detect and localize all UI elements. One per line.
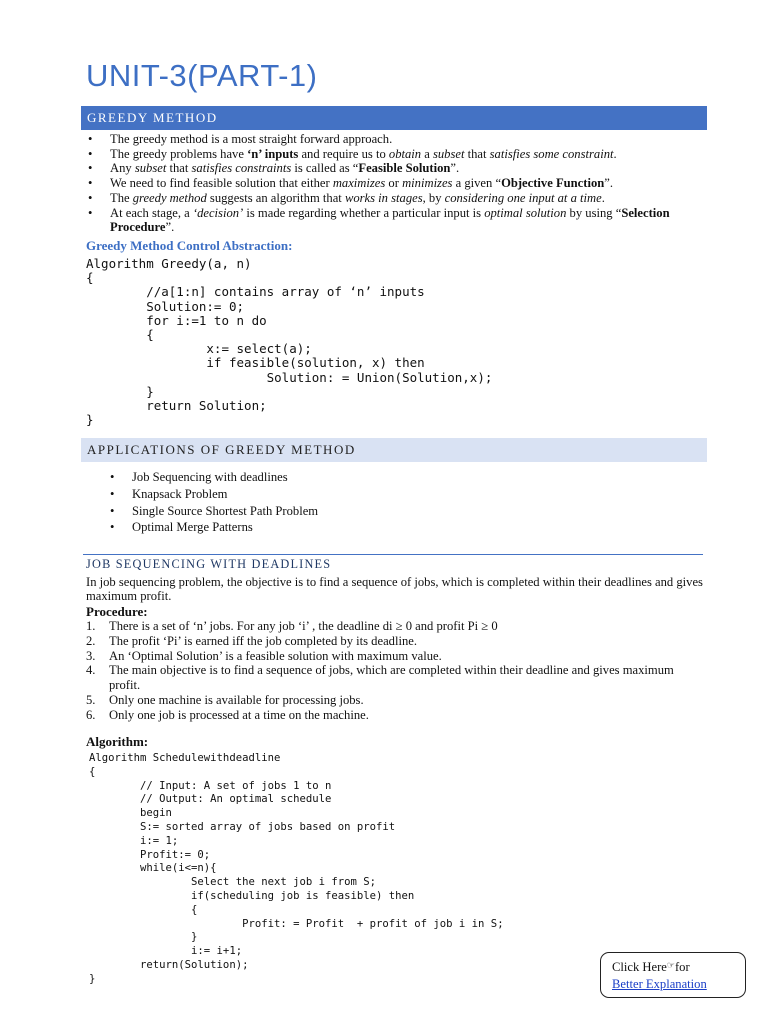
step-item: 3. An ‘Optimal Solution’ is a feasible solution with maximum value. <box>86 648 442 663</box>
applications-list <box>110 469 318 536</box>
step-item: 2. The profit ‘Pi’ is earned iff the job completed by its deadline. <box>86 633 417 648</box>
job-sequencing-heading: JOB SEQUENCING WITH DEADLINES <box>86 557 332 571</box>
explanation-callout <box>600 952 746 998</box>
list-item: • Job Sequencing with deadlines <box>110 469 318 486</box>
bullet-item: • We need to find feasible solution that either maximizes or minimizes a given “Objective Function”. <box>86 176 720 191</box>
bullet-item: • Any subset that satisfies constraints is called as “Feasible Solution”. <box>86 161 720 176</box>
callout-text: Click Here☞for <box>612 960 690 974</box>
better-explanation-link[interactable]: Better Explanation <box>612 977 707 991</box>
bullet-item: • The greedy method suggests an algorithm that works in stages, by considering one input at a time. <box>86 191 720 206</box>
pointing-hand-icon: ☞ <box>666 960 675 970</box>
procedure-title: Procedure: <box>86 604 148 619</box>
applications-heading: APPLICATIONS OF GREEDY METHOD <box>81 438 707 462</box>
job-intro-paragraph: In job sequencing problem, the objective is to find a sequence of jobs, which is completed within their deadlines and gives maximum profit. <box>86 575 703 604</box>
step-item: 6. Only one job is processed at a time on the machine. <box>86 707 369 722</box>
bullet-item: • The greedy method is a most straight forward approach. <box>86 132 720 147</box>
list-item: • Single Source Shortest Path Problem <box>110 503 318 520</box>
page-title: UNIT-3(PART-1) <box>86 58 318 93</box>
algorithm-title: Algorithm: <box>86 734 149 749</box>
control-abstraction-heading: Greedy Method Control Abstraction: <box>86 238 293 253</box>
schedule-algorithm-code: Algorithm Schedulewithdeadline { // Input: A set of jobs 1 to n // Output: An optimal schedule begin S:= sorted array of jobs based on profit i:= 1; Profit:= 0; while(i<=n){ Select the next job i from S; if(scheduling job is feasible) then { Profit: = Profit + profit of job i in S; } i:= i+1; return(Solution); } <box>89 752 504 985</box>
step-item: 5. Only one machine is available for processing jobs. <box>86 692 364 707</box>
greedy-algorithm-code: Algorithm Greedy(a, n) { //a[1:n] contains array of ‘n’ inputs Solution:= 0; for i:=1 to n do { x:= select(a); if feasible(solution, x) then Solution: = Union(Solution,x); } return Solution; } <box>86 256 493 428</box>
section-divider <box>83 554 703 555</box>
greedy-bullet-list <box>86 132 720 235</box>
step-item: 4. The main objective is to find a sequence of jobs, which are completed within their deadline and gives maximum profit. <box>86 663 674 693</box>
list-item: • Optimal Merge Patterns <box>110 519 318 536</box>
list-item: • Knapsack Problem <box>110 486 318 503</box>
procedure-steps <box>86 619 706 723</box>
step-item: 1. There is a set of ‘n’ jobs. For any job ‘i’ , the deadline di ≥ 0 and profit Pi ≥ 0 <box>86 619 498 633</box>
greedy-method-heading: GREEDY METHOD <box>81 106 707 130</box>
bullet-item: • The greedy problems have ‘n’ inputs and require us to obtain a subset that satisfies some constraint. <box>86 147 720 162</box>
bullet-item: • At each stage, a ‘decision’ is made regarding whether a particular input is optimal solution by using “Selection Procedure”. <box>86 206 720 235</box>
